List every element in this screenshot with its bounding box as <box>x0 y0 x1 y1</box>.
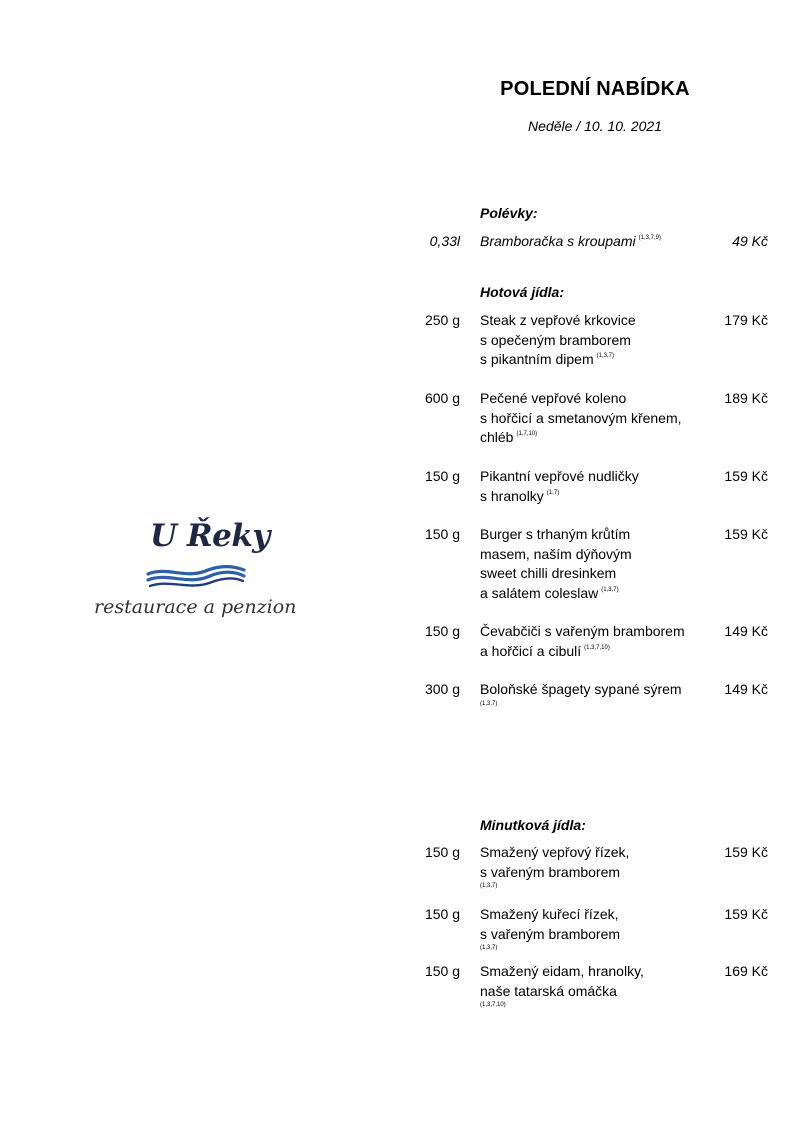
item-name <box>480 962 710 1009</box>
item-name-line: Smažený kuřecí řízek, <box>480 906 619 922</box>
item-qty: 250 g <box>424 312 460 328</box>
item-price: 189 Kč <box>724 390 768 406</box>
item-qty: 150 g <box>424 623 460 639</box>
item-name-line: a salátem coleslaw <box>480 584 599 601</box>
item-name <box>480 680 710 708</box>
item-allergens: (1,3,7) <box>480 700 498 707</box>
item-allergens: (1,3,7,10) <box>480 1002 506 1008</box>
item-allergens: (1,7,10) <box>516 431 538 437</box>
restaurant-logo <box>90 518 305 628</box>
item-name-line: Pikantní vepřové nudličky <box>480 468 639 484</box>
logo-subtitle: restaurace a penzion <box>94 596 297 618</box>
item-name <box>480 843 710 890</box>
item-price: 159 Kč <box>724 844 768 860</box>
item-price: 169 Kč <box>724 963 768 979</box>
item-name-line: Smažený vepřový řízek, <box>480 844 630 860</box>
item-name-line: Burger s trhaným krůtím <box>480 526 631 542</box>
waves-icon <box>146 562 246 592</box>
item-qty: 0,33l <box>429 233 460 249</box>
item-allergens: (1,3,7) <box>480 945 498 951</box>
item-name-line: masem, naším dýňovým <box>480 545 632 562</box>
section-heading-ready-meals: Hotová jídla: <box>480 284 565 300</box>
item-qty: 150 g <box>424 906 460 922</box>
item-name-line: s vařeným bramborem <box>480 925 621 942</box>
item-name-line: s hranolky <box>480 487 544 504</box>
item-name-line: sweet chilli dresinkem <box>480 565 617 581</box>
item-name <box>480 905 710 952</box>
item-name-line: chléb <box>480 429 514 445</box>
item-name-line: Steak z vepřové krkovice <box>480 312 636 328</box>
item-name-line: Smažený eidam, hranolky, <box>480 963 644 979</box>
item-name <box>480 389 710 448</box>
item-name <box>480 467 710 506</box>
item-price: 159 Kč <box>724 906 768 922</box>
item-qty: 150 g <box>424 468 460 484</box>
logo-name: U Řeky <box>150 518 270 554</box>
page-title: POLEDNÍ NABÍDKA <box>500 78 690 100</box>
item-price: 179 Kč <box>724 312 768 328</box>
item-name <box>480 232 710 252</box>
item-name <box>480 622 710 661</box>
item-name <box>480 525 710 603</box>
item-name-line: Pečené vepřové koleno <box>480 390 627 406</box>
item-allergens: (1,3,7) <box>596 353 614 359</box>
item-name-line: Boloňské špagety sypané sýrem <box>480 681 682 697</box>
item-allergens: (1,3,7,10) <box>584 644 610 651</box>
item-price: 49 Kč <box>732 233 768 249</box>
item-qty: 150 g <box>424 844 460 860</box>
item-qty: 150 g <box>424 963 460 979</box>
section-heading-minute-meals: Minutková jídla: <box>480 817 586 833</box>
item-qty: 300 g <box>424 681 460 697</box>
item-price: 149 Kč <box>724 681 768 697</box>
item-name-line: s vařeným bramborem <box>480 863 621 880</box>
item-name-line: s hořčicí a smetanovým křenem, <box>480 409 682 426</box>
item-name-line: s pikantním dipem <box>480 351 594 367</box>
item-price: 149 Kč <box>724 623 768 639</box>
item-name <box>480 311 710 370</box>
item-price: 159 Kč <box>724 468 768 484</box>
item-allergens: (1,3,7) <box>601 586 619 593</box>
item-qty: 150 g <box>424 526 460 542</box>
item-allergens: (1,7) <box>546 489 560 496</box>
item-qty: 600 g <box>424 390 460 406</box>
item-allergens: (1,3,7) <box>480 883 498 889</box>
item-name-line: s opečeným bramborem <box>480 331 631 348</box>
section-heading-soups: Polévky: <box>480 205 538 221</box>
item-name-line: Bramboračka s kroupami <box>480 233 636 249</box>
item-name-line: a hořčicí a cibulí <box>480 642 582 659</box>
item-price: 159 Kč <box>724 526 768 542</box>
item-name-line: naše tatarská omáčka <box>480 982 617 999</box>
menu-date: Neděle / 10. 10. 2021 <box>528 118 662 134</box>
item-name-line: Čevabčiči s vařeným bramborem <box>480 623 685 639</box>
item-allergens: (1,3,7,9) <box>638 235 661 241</box>
